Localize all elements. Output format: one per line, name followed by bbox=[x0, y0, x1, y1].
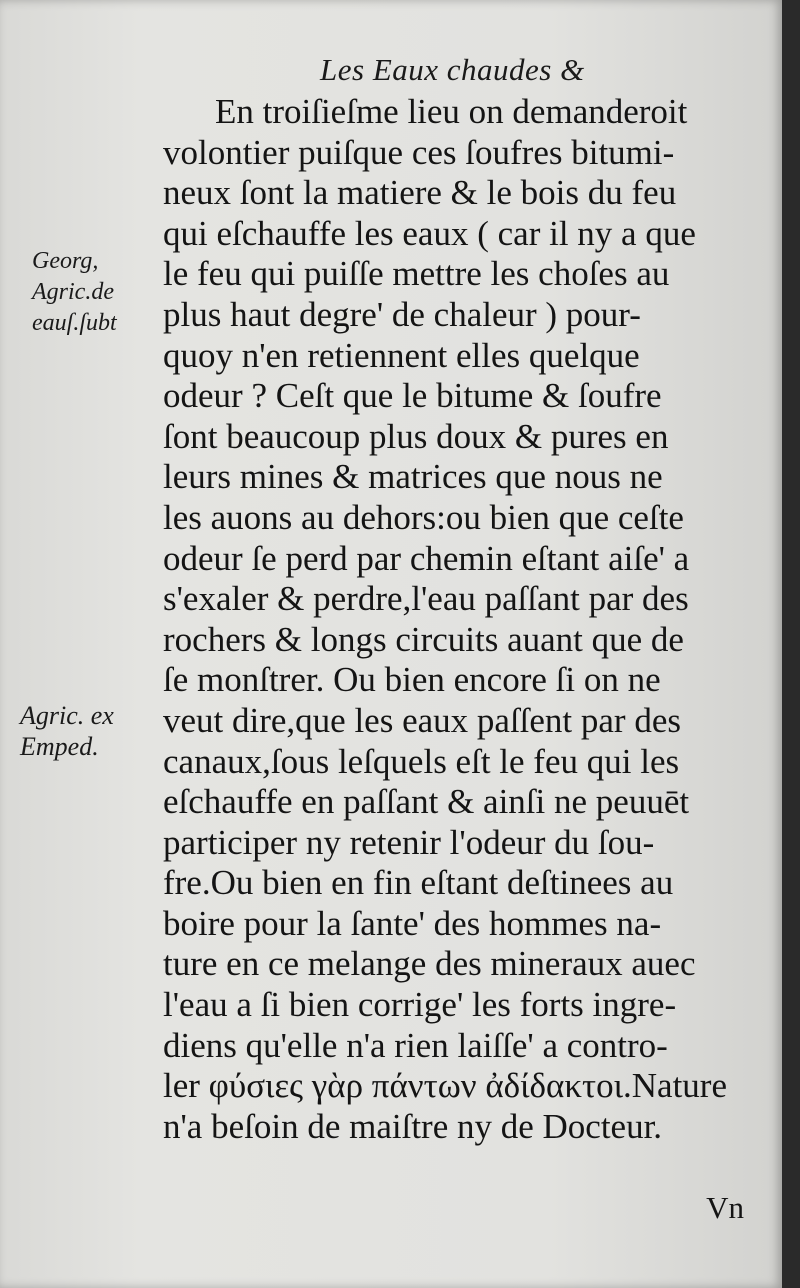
text-line: s'exaler & perdre,l'eau paſſant par des bbox=[163, 579, 689, 619]
text-line: volontier puiſque ces ſoufres bitumi- bbox=[163, 132, 675, 172]
text-line: diens qu'elle n'a rien laiſſe' a contro- bbox=[163, 1025, 668, 1065]
text-line: veut dire,que les eaux paſſent par des bbox=[163, 700, 681, 740]
text-line: eſchauffe en paſſant & ainſi ne peuuēt bbox=[163, 782, 690, 822]
running-header: Les Eaux chaudes & bbox=[320, 52, 585, 87]
text-line: ſe monſtrer. Ou bien encore ſi on ne bbox=[163, 660, 661, 700]
margin-note-line: Agric.de bbox=[32, 279, 114, 305]
margin-note-line: Georg, bbox=[32, 248, 99, 274]
text-line: fre.Ou bien en fin eſtant deſtinees au bbox=[163, 863, 674, 903]
text-line: l'eau a ſi bien corrige' les forts ingre- bbox=[163, 985, 677, 1025]
text-line: n'a beſoin de maiſtre ny de Docteur. bbox=[163, 1106, 663, 1146]
margin-note-line: Emped. bbox=[20, 732, 99, 761]
margin-note-agric-emped bbox=[20, 700, 114, 762]
text-line: ler φύσιες γὰρ πάντων ἀδίδακτοι.Nature bbox=[163, 1066, 727, 1106]
text-line: quoy n'en retiennent elles quelque bbox=[163, 335, 640, 375]
catchword: Vn bbox=[706, 1190, 744, 1225]
margin-note-line: eauſ.ſubt bbox=[32, 310, 117, 336]
text-line: le feu qui puiſſe mettre les choſes au bbox=[163, 254, 670, 294]
text-line: boire pour la ſante' des hommes na- bbox=[163, 903, 662, 943]
text-line: odeur ? Ceſt que le bitume & ſoufre bbox=[163, 376, 662, 416]
text-line: leurs mines & matrices que nous ne bbox=[163, 457, 663, 497]
text-line: ture en ce melange des mineraux auec bbox=[163, 944, 696, 984]
text-line: qui eſchauffe les eaux ( car il ny a que bbox=[163, 213, 696, 253]
text-line: participer ny retenir l'odeur du ſou- bbox=[163, 822, 655, 862]
text-line: les auons au dehors:ou bien que ceſte bbox=[163, 497, 684, 537]
text-line: plus haut degre' de chaleur ) pour- bbox=[163, 294, 641, 334]
text-line: rochers & longs circuits auant que de bbox=[163, 619, 684, 659]
text-line: neux ſont la matiere & le bois du feu bbox=[163, 173, 677, 213]
text-line: En troiſieſme lieu on demanderoit bbox=[215, 92, 688, 131]
text-line: canaux,ſous leſquels eſt le feu qui les bbox=[163, 741, 680, 781]
margin-note-line: Agric. ex bbox=[20, 701, 114, 730]
margin-note-georg-agricola bbox=[32, 246, 117, 339]
text-line: odeur ſe perd par chemin eſtant aiſe' a bbox=[163, 538, 690, 578]
body-text bbox=[163, 92, 775, 1147]
text-line: ſont beaucoup plus doux & pures en bbox=[163, 416, 669, 456]
